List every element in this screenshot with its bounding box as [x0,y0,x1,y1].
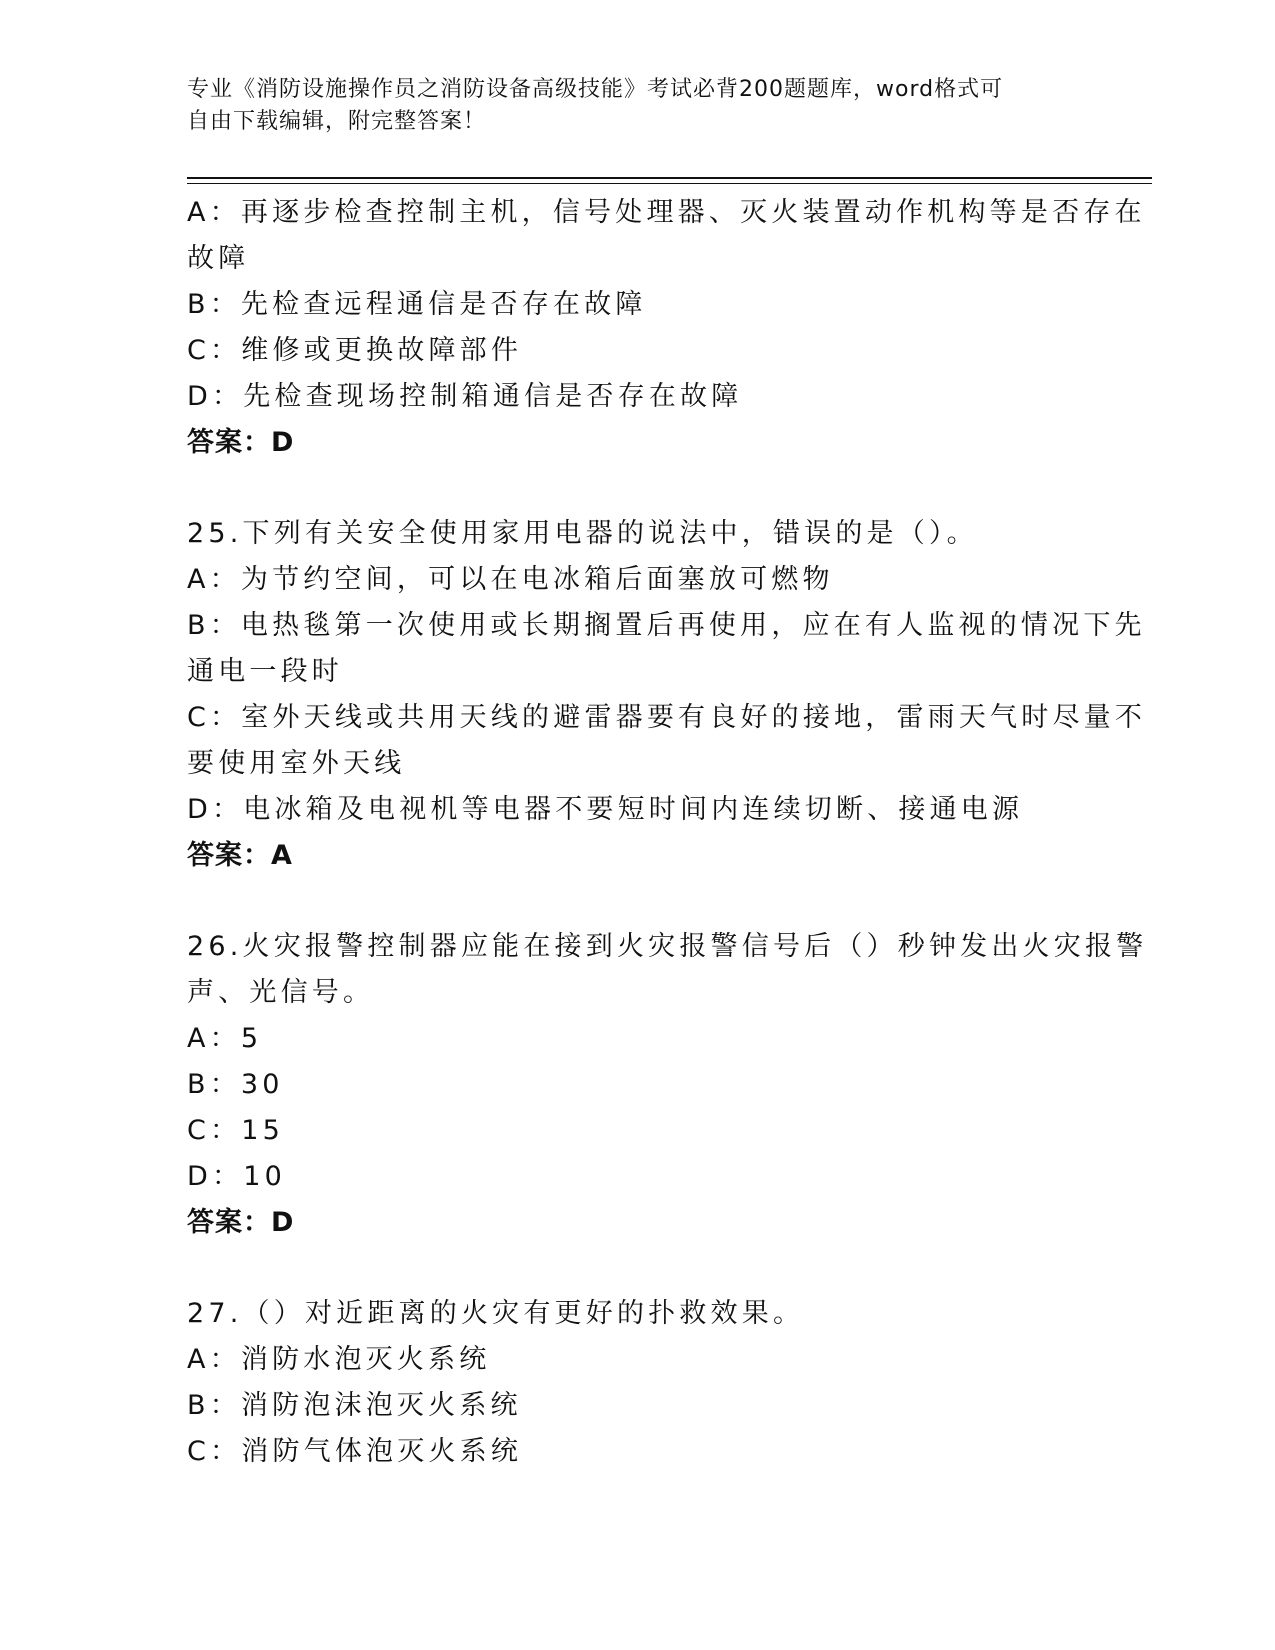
option-b-line-2: 通电一段时 [187,656,343,687]
option-c-line-1: C：室外天线或共用天线的避雷器要有良好的接地，雷雨天气时尽量不 [187,702,1147,733]
option-a-line-2: 故障 [187,243,250,274]
question-27 [187,1291,1087,1475]
answer-label: 答案：A [187,840,293,871]
question-spacer [187,1246,1087,1291]
option-a-line-1: A：再逐步检查控制主机，信号处理器、灭火装置动作机构等是否存在 [187,197,1146,228]
question-25 [187,511,1147,879]
header-divider-thick [187,177,1152,179]
option-b: B：消防泡沫泡灭火系统 [187,1390,522,1421]
option-c-line-2: 要使用室外天线 [187,748,406,779]
question-stem-line-1: 26.火灾报警控制器应能在接到火灾报警信号后（）秒钟发出火灾报警 [187,931,1148,962]
header-title-line-1: 专业《消防设施操作员之消防设备高级技能》考试必背200题题库，word格式可 [187,77,1004,102]
question-stem: 27.（）对近距离的火灾有更好的扑救效果。 [187,1298,805,1329]
question-content [187,190,1148,1475]
option-c: C：15 [187,1115,285,1146]
option-d: D：先检查现场控制箱通信是否存在故障 [187,381,743,412]
option-c: C：消防气体泡灭火系统 [187,1436,523,1467]
option-b: B：先检查远程通信是否存在故障 [187,289,647,320]
question-stem-line-2: 声、光信号。 [187,977,375,1008]
option-a: A：5 [187,1023,263,1054]
question-stem: 25.下列有关安全使用家用电器的说法中，错误的是（）。 [187,518,978,549]
option-b: B：30 [187,1069,284,1100]
header-divider-thin [187,183,1152,184]
option-c: C：维修或更换故障部件 [187,335,523,366]
question-spacer [187,466,1087,511]
option-a: A：为节约空间，可以在电冰箱后面塞放可燃物 [187,564,834,595]
option-d: D：10 [187,1161,286,1192]
answer-label: 答案：D [187,427,295,458]
question-26 [187,924,1148,1246]
header-title-line-2: 自由下载编辑，附完整答案！ [187,109,487,134]
option-a: A：消防水泡灭火系统 [187,1344,491,1375]
option-d: D：电冰箱及电视机等电器不要短时间内连续切断、接通电源 [187,794,1024,825]
question-24-continued [187,190,1146,466]
option-b-line-1: B：电热毯第一次使用或长期搁置后再使用，应在有人监视的情况下先 [187,610,1146,641]
answer-label: 答案：D [187,1207,295,1238]
question-spacer [187,879,1087,924]
document-header [187,74,1067,138]
